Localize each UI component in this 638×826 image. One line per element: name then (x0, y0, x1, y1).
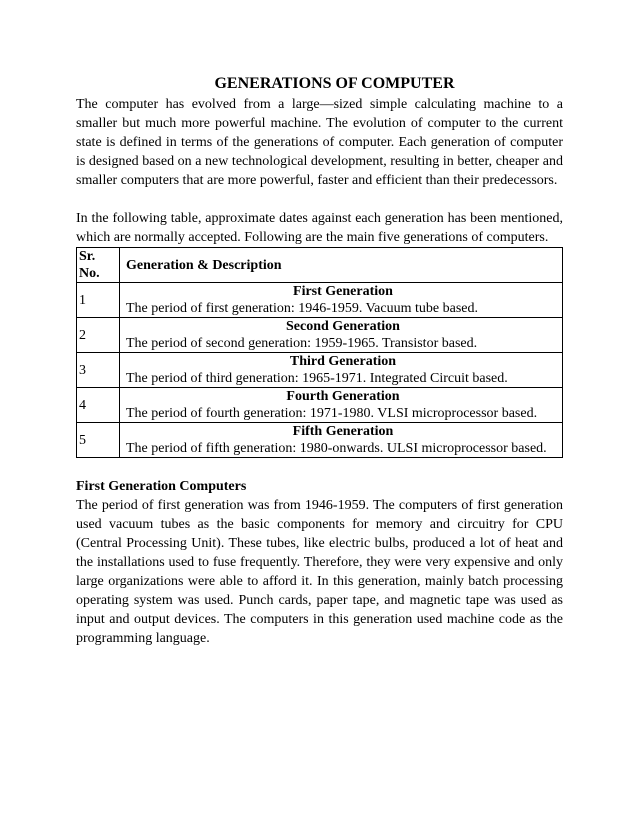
generation-cell (120, 423, 563, 458)
row-number: 4 (77, 388, 120, 423)
generation-cell (120, 318, 563, 353)
table-row (77, 318, 563, 353)
generation-description: The period of third generation: 1965-1971. Integrated Circuit based. (126, 371, 508, 386)
header-generation: Generation & Description (120, 248, 563, 283)
generation-title: Second Generation (286, 319, 400, 334)
intro-paragraph: The computer has evolved from a large—sized simple calculating machine to a smaller but much more powerful machine. The evolution of computer to the current state is defined in terms of the generations of computer. Each generation of computer is designed based on a new technological development, resulting in better, cheaper and smaller computers that are more powerful, faster and efficient than their predecessors. (76, 97, 563, 188)
generation-description: The period of fifth generation: 1980-onwards. ULSI microprocessor based. (126, 441, 547, 456)
header-sr-no: Sr. No. (77, 248, 120, 283)
generation-description: The period of first generation: 1946-1959. Vacuum tube based. (126, 301, 478, 316)
generation-cell (120, 283, 563, 318)
row-number: 5 (77, 423, 120, 458)
section-paragraph: The period of first generation was from 1946-1959. The computers of first generation used vacuum tubes as the basic components for memory and circuitry for CPU (Central Processing Unit). These tubes, like electric bulbs, produced a lot of heat and the installations used to fuse frequently. Therefore, they were very expensive and only large organizations were able to afford it. In this generation, mainly batch processing operating system was used. Punch cards, paper tape, and magnetic tape was used as input and output devices. The computers in this generation used machine code as the programming language. (76, 498, 563, 646)
row-number: 3 (77, 353, 120, 388)
page-title: GENERATIONS OF COMPUTER (214, 75, 455, 92)
document-page (76, 74, 563, 648)
generation-title: First Generation (293, 284, 393, 299)
generation-title: Fourth Generation (286, 389, 400, 404)
section-heading: First Generation Computers (76, 479, 247, 494)
table-row (77, 353, 563, 388)
paragraph-gap (76, 190, 563, 209)
generation-cell (120, 353, 563, 388)
table-intro-paragraph: In the following table, approximate dates against each generation has been mentioned, which are normally accepted. Following are the main five generations of computers. (76, 211, 563, 245)
table-header-row (77, 248, 563, 283)
generation-cell (120, 388, 563, 423)
generations-table (76, 247, 563, 458)
row-number: 1 (77, 283, 120, 318)
generation-description: The period of second generation: 1959-1965. Transistor based. (126, 336, 478, 351)
table-row (77, 423, 563, 458)
table-row (77, 283, 563, 318)
generation-title: Fifth Generation (292, 424, 394, 439)
table-row (77, 388, 563, 423)
row-number: 2 (77, 318, 120, 353)
generation-title: Third Generation (289, 354, 397, 369)
generation-description: The period of fourth generation: 1971-1980. VLSI microprocessor based. (126, 406, 538, 421)
